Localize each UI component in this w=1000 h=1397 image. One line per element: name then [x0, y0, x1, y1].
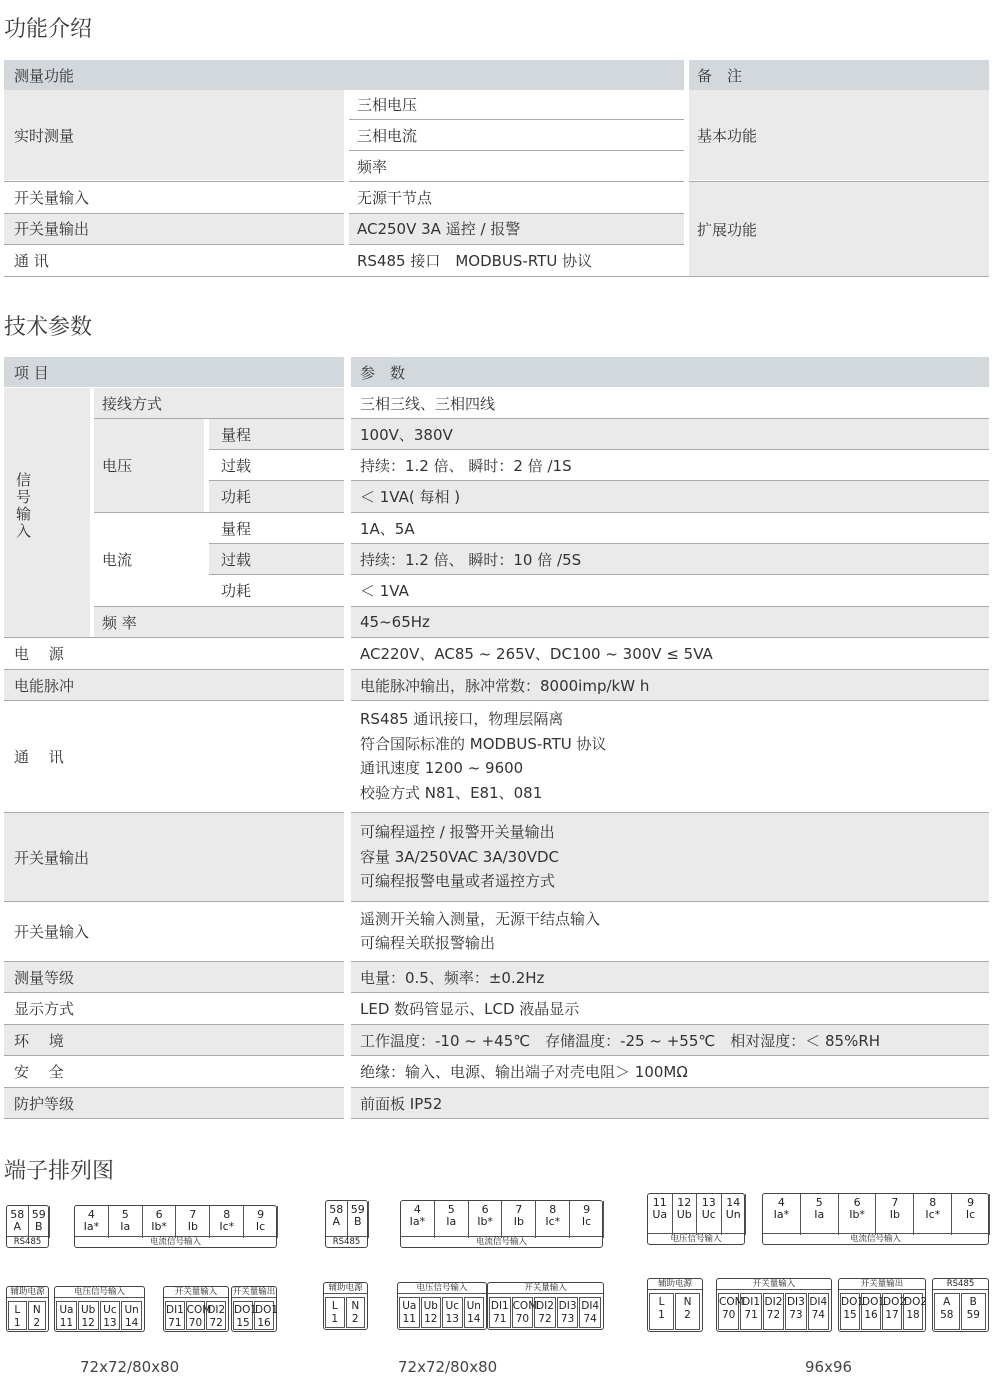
grade-value: 电量：0.5、频率：±0.2Hz: [360, 968, 545, 987]
terminal-group: [163, 1286, 229, 1332]
terminal-group-label: 开关量输入: [488, 1283, 603, 1294]
terminal-signal: DI3: [558, 1300, 577, 1312]
dout-line: 容量 3A/250VAC 3A/30VDC: [360, 847, 560, 866]
terminal-number: 5: [447, 1203, 455, 1216]
terminal-signal: N: [32, 1304, 41, 1316]
terminal-signal: Un: [725, 1208, 741, 1221]
terminal-cell: [785, 1293, 806, 1330]
terminal-signal: DO2: [904, 1296, 928, 1308]
terminal-number: 74: [583, 1313, 597, 1325]
dout-label: 开关量输出: [14, 848, 90, 867]
terminal-signal: A: [13, 1220, 22, 1233]
power-value: AC220V、AC85 ~ 265V、DC100 ~ 300V ≤ 5VA: [360, 645, 713, 663]
freq-value: 45~65Hz: [360, 613, 430, 631]
terminal-cell: [534, 1297, 556, 1328]
terminal-block: [6, 1205, 49, 1248]
terminal-block-label: 电流信号输入: [75, 1236, 276, 1247]
comm-line: 通讯速度 1200 ~ 9600: [360, 759, 524, 777]
comm-line: RS485 通讯接口，物理层隔离: [360, 710, 564, 728]
terminal-signal: Ub: [676, 1208, 692, 1221]
power-label: 电 源: [14, 645, 64, 663]
terminal-signal: DI4: [581, 1300, 600, 1312]
size-label-3: 96x96: [805, 1358, 853, 1376]
terminal-number: 16: [864, 1309, 878, 1321]
terminal-cell: [75, 1206, 109, 1238]
freq-label: 频 率: [102, 613, 137, 632]
terminal-number: 58: [940, 1309, 954, 1321]
terminal-group: [231, 1286, 277, 1332]
terminal-cell: [28, 1301, 47, 1330]
terminal-cell: [100, 1301, 121, 1330]
terminal-signal: DI1: [166, 1304, 184, 1316]
terminal-cell: [903, 1293, 928, 1330]
terminal-group-label: 辅助电源: [7, 1287, 48, 1298]
current-power-label: 功耗: [221, 582, 252, 600]
terminal-cell: [469, 1201, 503, 1238]
terminal-cell: [442, 1297, 463, 1328]
terminal-number: 9: [583, 1203, 591, 1216]
realtime-item-current: 三相电流: [357, 126, 418, 145]
terminal-signal: DO1: [234, 1304, 258, 1316]
terminal-number: 14: [726, 1196, 741, 1209]
terminal-signal: DO2: [883, 1296, 907, 1308]
terminal-signal: Ub: [423, 1300, 438, 1312]
terminal-group-label: 开关量输出: [232, 1287, 276, 1297]
terminal-cell: [934, 1293, 960, 1330]
terminal-signal: Ia*: [83, 1220, 100, 1233]
size-label-2: 72x72/80x80: [398, 1358, 498, 1376]
terminal-number: 70: [722, 1309, 736, 1321]
terminal-number: 2: [33, 1317, 41, 1329]
current-overload-label: 过载: [221, 550, 252, 569]
terminal-signal: Uc: [701, 1208, 716, 1221]
terminal-signal: Uc: [103, 1304, 117, 1316]
feature-comm-value: RS485 接口 MODBUS-RTU 协议: [357, 252, 593, 270]
terminal-cell: [78, 1301, 99, 1330]
voltage-power-label: 功耗: [221, 488, 252, 506]
terminal-signal: Ia*: [409, 1215, 426, 1228]
current-range-label: 量程: [221, 519, 252, 538]
terminal-cell: [143, 1206, 177, 1238]
terminal-number: 7: [189, 1208, 197, 1221]
terminal-signal: L: [331, 1300, 338, 1312]
terminal-number: 4: [777, 1196, 785, 1209]
terminal-cell: [570, 1201, 604, 1238]
terminal-number: 4: [87, 1208, 95, 1221]
terminal-cell: [165, 1301, 185, 1330]
terminal-signal: Ua: [402, 1300, 417, 1312]
terminal-group-label: 电压信号输入: [398, 1283, 486, 1294]
terminal-number: 71: [744, 1309, 758, 1321]
terminal-number: 2: [684, 1309, 691, 1321]
terminal-group: [487, 1282, 604, 1330]
terminal-number: 58: [10, 1208, 25, 1221]
terminal-cell: [861, 1293, 886, 1330]
feature-din-label: 开关量输入: [14, 189, 90, 207]
features-header-func: 测量功能: [14, 66, 75, 85]
terminal-number: 5: [815, 1196, 823, 1209]
tech-header-item: 项 目: [14, 363, 49, 382]
terminal-cell: [8, 1301, 27, 1330]
terminal-cell: [839, 1194, 877, 1235]
din-values: [360, 906, 600, 956]
terminal-signal: Ua: [652, 1208, 668, 1221]
terminal-signal: Ia: [446, 1215, 457, 1228]
terminal-signal: DO1: [255, 1304, 279, 1316]
terminal-cell: [801, 1194, 839, 1235]
terminal-number: 13: [103, 1317, 117, 1329]
terminal-signal: DI2: [536, 1300, 554, 1312]
terminal-cell: [914, 1194, 952, 1235]
terminal-cell: [401, 1201, 435, 1238]
terminal-cell: [882, 1293, 907, 1330]
comm-line: 校验方式 N81、E81、081: [360, 783, 543, 802]
terminal-signal: Ib: [513, 1215, 525, 1228]
terminal-number: 1: [13, 1317, 21, 1329]
terminal-cell: [346, 1297, 366, 1328]
voltage-overload-label: 过载: [221, 456, 252, 475]
din-line: 可编程关联报警输出: [360, 934, 496, 952]
terminal-number: 1: [658, 1309, 665, 1321]
display-label: 显示方式: [14, 1000, 75, 1018]
terminal-group: [323, 1282, 368, 1330]
terminal-signal: DI1: [742, 1296, 761, 1308]
terminal-cell: [464, 1297, 485, 1328]
terminal-signal: Ia*: [773, 1208, 790, 1221]
tech-title: 技术参数: [4, 315, 93, 340]
terminal-number: 70: [188, 1317, 203, 1329]
feature-dout-value: AC250V 3A 遥控 / 报警: [357, 220, 521, 238]
terminal-cell: [421, 1297, 442, 1328]
comm-values: [360, 707, 607, 805]
display-value: LED 数码管显示、LCD 液晶显示: [360, 1000, 580, 1018]
terminal-number: 4: [413, 1203, 421, 1216]
terminal-signal: DI3: [786, 1296, 805, 1308]
terminal-cell: [952, 1194, 990, 1235]
terminal-number: 74: [811, 1309, 825, 1321]
terminal-number: 5: [121, 1208, 129, 1221]
dout-line: 可编程报警电量或者遥控方式: [360, 872, 556, 891]
features-header-note: 备 注: [697, 66, 743, 85]
terminal-signal: Ub: [80, 1304, 96, 1316]
terminal-number: 9: [257, 1208, 265, 1221]
terminal-signal: Ic*: [925, 1208, 941, 1221]
terminal-cell: [503, 1201, 537, 1238]
terminal-cell: [254, 1301, 279, 1330]
terminal-number: 6: [155, 1208, 163, 1221]
terminal-cell: [536, 1201, 570, 1238]
terminal-group: [647, 1278, 703, 1332]
terminal-number: 12: [677, 1196, 692, 1209]
terminal-cell: [557, 1297, 579, 1328]
current-power-value: ＜ 1VA: [360, 582, 409, 600]
current-range-value: 1A、5A: [360, 519, 415, 538]
terminal-number: 6: [481, 1203, 489, 1216]
ip-label: 防护等级: [14, 1094, 75, 1113]
ip-value: 前面板 IP52: [360, 1094, 443, 1113]
feature-comm-label: 通 讯: [14, 252, 49, 270]
terminal-signal: DO1: [841, 1296, 865, 1308]
terminal-signal: A: [332, 1215, 341, 1228]
terminal-cell: [673, 1194, 698, 1235]
terminal-signal: Ic*: [545, 1215, 561, 1228]
terminal-signal: Un: [124, 1304, 139, 1316]
terminal-block-label: 电压信号输入: [648, 1233, 744, 1244]
terminal-block: [762, 1193, 989, 1245]
terminal-block-label: RS485: [7, 1236, 48, 1247]
terminal-cell: [244, 1206, 278, 1238]
dout-line: 可编程遥控 / 报警开关量输出: [360, 823, 555, 842]
terminal-signal: Ic*: [219, 1220, 235, 1233]
terminal-block-label: RS485: [326, 1236, 367, 1247]
terminal-group-label: 辅助电源: [324, 1283, 367, 1294]
terminal-number: 13: [701, 1196, 716, 1209]
terminal-number: 73: [560, 1313, 575, 1325]
terminal-cell: [579, 1297, 601, 1328]
feature-din-value: 无源干节点: [357, 189, 433, 207]
terminal-number: 15: [843, 1309, 857, 1321]
terminal-number: 8: [549, 1203, 557, 1216]
current-label: 电流: [102, 551, 133, 569]
terminal-signal: Ia: [120, 1220, 131, 1233]
terminal-block: [74, 1205, 277, 1248]
terminal-number: 12: [424, 1313, 438, 1325]
terminal-number: 12: [81, 1317, 95, 1329]
terminal-cell: [7, 1206, 29, 1238]
feature-dout-label: 开关量输出: [14, 220, 90, 238]
voltage-overload-value: 持续：1.2 倍、 瞬时：2 倍 /1S: [360, 456, 572, 475]
realtime-item-voltage: 三相电压: [357, 96, 418, 114]
terminal-number: 72: [538, 1313, 552, 1325]
size-label-1: 72x72/80x80: [80, 1358, 180, 1376]
basic-function: 基本功能: [697, 126, 758, 145]
terminal-group: [716, 1278, 832, 1332]
terminal-number: 18: [906, 1309, 920, 1321]
terminal-signal: B: [34, 1220, 43, 1233]
terminal-cell: [877, 1194, 915, 1235]
terminal-group-label: RS485: [933, 1279, 988, 1290]
tech-header-param: 参 数: [360, 363, 406, 382]
terminal-number: 72: [766, 1309, 781, 1321]
terminal-signal: COM: [719, 1296, 744, 1308]
terminal-cell: [840, 1293, 865, 1330]
terminal-cell: [109, 1206, 143, 1238]
terminal-cell: [512, 1297, 538, 1328]
terminal-number: 7: [515, 1203, 523, 1216]
terminal-number: 7: [891, 1196, 899, 1209]
terminal-signal: COM: [186, 1304, 212, 1316]
terminal-number: 17: [885, 1309, 899, 1321]
pulse-value: 电能脉冲输出，脉冲常数：8000imp/kW h: [360, 676, 650, 695]
terminal-signal: DI2: [764, 1296, 783, 1308]
terminal-block-label: 电流信号输入: [763, 1233, 988, 1244]
terminal-signal: L: [14, 1304, 21, 1316]
terminal-number: 13: [445, 1313, 459, 1325]
terminal-number: 14: [124, 1317, 139, 1329]
terminal-number: 6: [853, 1196, 861, 1209]
voltage-range-value: 100V、380V: [360, 425, 453, 444]
terminal-number: 8: [223, 1208, 231, 1221]
terminal-cell: [718, 1293, 744, 1330]
terminal-number: 11: [402, 1313, 416, 1325]
grade-label: 测量等级: [14, 968, 75, 987]
terminal-group: [397, 1282, 487, 1330]
terminal-signal: DI1: [490, 1300, 509, 1312]
terminal-signal: COM: [512, 1300, 538, 1312]
features-title: 功能介绍: [4, 17, 93, 42]
voltage-label: 电压: [102, 457, 133, 475]
wiring-label: 接线方式: [102, 394, 163, 413]
terminal-cell: [206, 1301, 226, 1330]
terminal-cell: [210, 1206, 244, 1238]
terminal-signal: Ua: [59, 1304, 74, 1316]
terminal-signal: L: [658, 1296, 665, 1308]
terminal-group-label: 电压信号输入: [55, 1287, 144, 1298]
terminal-group-label: 开关量输出: [839, 1279, 925, 1290]
terminal-number: 59: [966, 1309, 980, 1321]
current-overload-value: 持续：1.2 倍、 瞬时：10 倍 /5S: [360, 550, 582, 569]
terminal-cell: [489, 1297, 511, 1328]
wiring-value: 三相三线、三相四线: [360, 394, 496, 413]
terminal-cell: [763, 1293, 784, 1330]
terminal-number: 70: [515, 1313, 530, 1325]
terminal-signal: Ib*: [151, 1220, 167, 1233]
terminal-group-label: 开关量输入: [164, 1287, 228, 1298]
terminal-number: 59: [31, 1208, 46, 1221]
din-label: 开关量输入: [14, 923, 90, 941]
terminal-signal: A: [943, 1296, 951, 1308]
terminal-group: [6, 1286, 49, 1332]
terminal-signal: DI2: [207, 1304, 226, 1316]
terminal-signal: DO1: [862, 1296, 886, 1308]
terminal-signal: Ia: [814, 1208, 825, 1221]
safety-label: 安 全: [14, 1063, 64, 1081]
terminal-cell: [435, 1201, 469, 1238]
terminal-group: [838, 1278, 926, 1332]
comm-label: 通 讯: [14, 748, 64, 766]
terminal-signal: N: [351, 1300, 360, 1312]
terminal-number: 2: [351, 1313, 359, 1325]
realtime-item-frequency: 频率: [357, 157, 388, 176]
terminal-number: 9: [967, 1196, 975, 1209]
terminal-group: [54, 1286, 145, 1332]
terminal-number: 73: [789, 1309, 803, 1321]
terminal-number: 58: [329, 1203, 344, 1216]
terminal-signal: Uc: [445, 1300, 459, 1312]
terminal-cell: [121, 1301, 142, 1330]
voltage-power-value: ＜ 1VA( 每相 ): [360, 488, 461, 506]
features-header-left: [4, 60, 684, 90]
signal-input-label: 信号输入: [14, 472, 32, 540]
terminal-number: 1: [331, 1313, 339, 1325]
terminal-cell: [326, 1201, 348, 1238]
safety-value: 绝缘：输入、电源、输出端子对壳电阻＞ 100MΩ: [360, 1063, 688, 1081]
terminal-signal: Ib*: [477, 1215, 493, 1228]
dout-values: [360, 820, 559, 894]
terminal-block: [647, 1193, 745, 1245]
terminal-number: 16: [257, 1317, 271, 1329]
terminal-cell: [325, 1297, 345, 1328]
terminal-number: 11: [652, 1196, 667, 1209]
terminal-signal: B: [969, 1296, 977, 1308]
terminal-cell: [649, 1293, 674, 1330]
terminal-cell: [740, 1293, 761, 1330]
terminal-cell: [399, 1297, 420, 1328]
terminal-cell: [56, 1301, 77, 1330]
terminal-signal: Ic: [255, 1220, 266, 1233]
terminal-cell: [722, 1194, 747, 1235]
voltage-range-label: 量程: [221, 425, 252, 444]
terminal-group-label: 开关量输入: [717, 1279, 831, 1290]
terminal-number: 11: [59, 1317, 74, 1329]
din-line: 遥测开关输入测量，无源干结点输入: [360, 909, 601, 928]
terminal-signal: B: [353, 1215, 362, 1228]
ext-function: 扩展功能: [697, 220, 758, 239]
terminal-number: 59: [350, 1203, 365, 1216]
terminal-number: 72: [209, 1317, 223, 1329]
terminal-number: 15: [236, 1317, 250, 1329]
terminal-signal: Ic: [965, 1208, 976, 1221]
terminal-number: 14: [467, 1313, 481, 1325]
terminal-signal: Ib: [889, 1208, 901, 1221]
terminal-signal: N: [683, 1296, 692, 1308]
terminal-block-label: 电流信号输入: [401, 1236, 602, 1247]
terminal-number: 71: [493, 1313, 507, 1325]
terminal-cell: [675, 1293, 700, 1330]
terminal-cell: [697, 1194, 722, 1235]
terminal-signal: Ib*: [849, 1208, 865, 1221]
terminal-cell: [648, 1194, 673, 1235]
pulse-label: 电能脉冲: [14, 676, 75, 695]
env-value: 工作温度：-10 ~ +45℃ 存储温度：-25 ~ +55℃ 相对湿度：＜ 85%RH: [360, 1031, 881, 1050]
terminal-block: [325, 1200, 368, 1248]
comm-line: 符合国际标准的 MODBUS-RTU 协议: [360, 734, 607, 753]
terminal-cell: [348, 1201, 370, 1238]
terminal-cell: [186, 1301, 212, 1330]
terminal-cell: [177, 1206, 211, 1238]
terminal-cell: [961, 1293, 987, 1330]
terminal-signal: DI4: [809, 1296, 828, 1308]
env-label: 环 境: [14, 1031, 64, 1050]
terminal-block: [400, 1200, 603, 1248]
terminal-cell: [233, 1301, 258, 1330]
terminals-title: 端子排列图: [4, 1159, 115, 1184]
terminal-number: 71: [168, 1317, 182, 1329]
terminal-signal: Ib: [187, 1220, 199, 1233]
terminal-cell: [808, 1293, 829, 1330]
realtime-label: 实时测量: [14, 126, 75, 145]
terminal-number: 8: [929, 1196, 937, 1209]
terminal-group-label: 辅助电源: [648, 1279, 702, 1290]
terminal-signal: Un: [466, 1300, 481, 1312]
terminal-group: [932, 1278, 989, 1332]
terminal-cell: [29, 1206, 51, 1238]
terminal-cell: [763, 1194, 801, 1235]
terminal-signal: Ic: [581, 1215, 592, 1228]
